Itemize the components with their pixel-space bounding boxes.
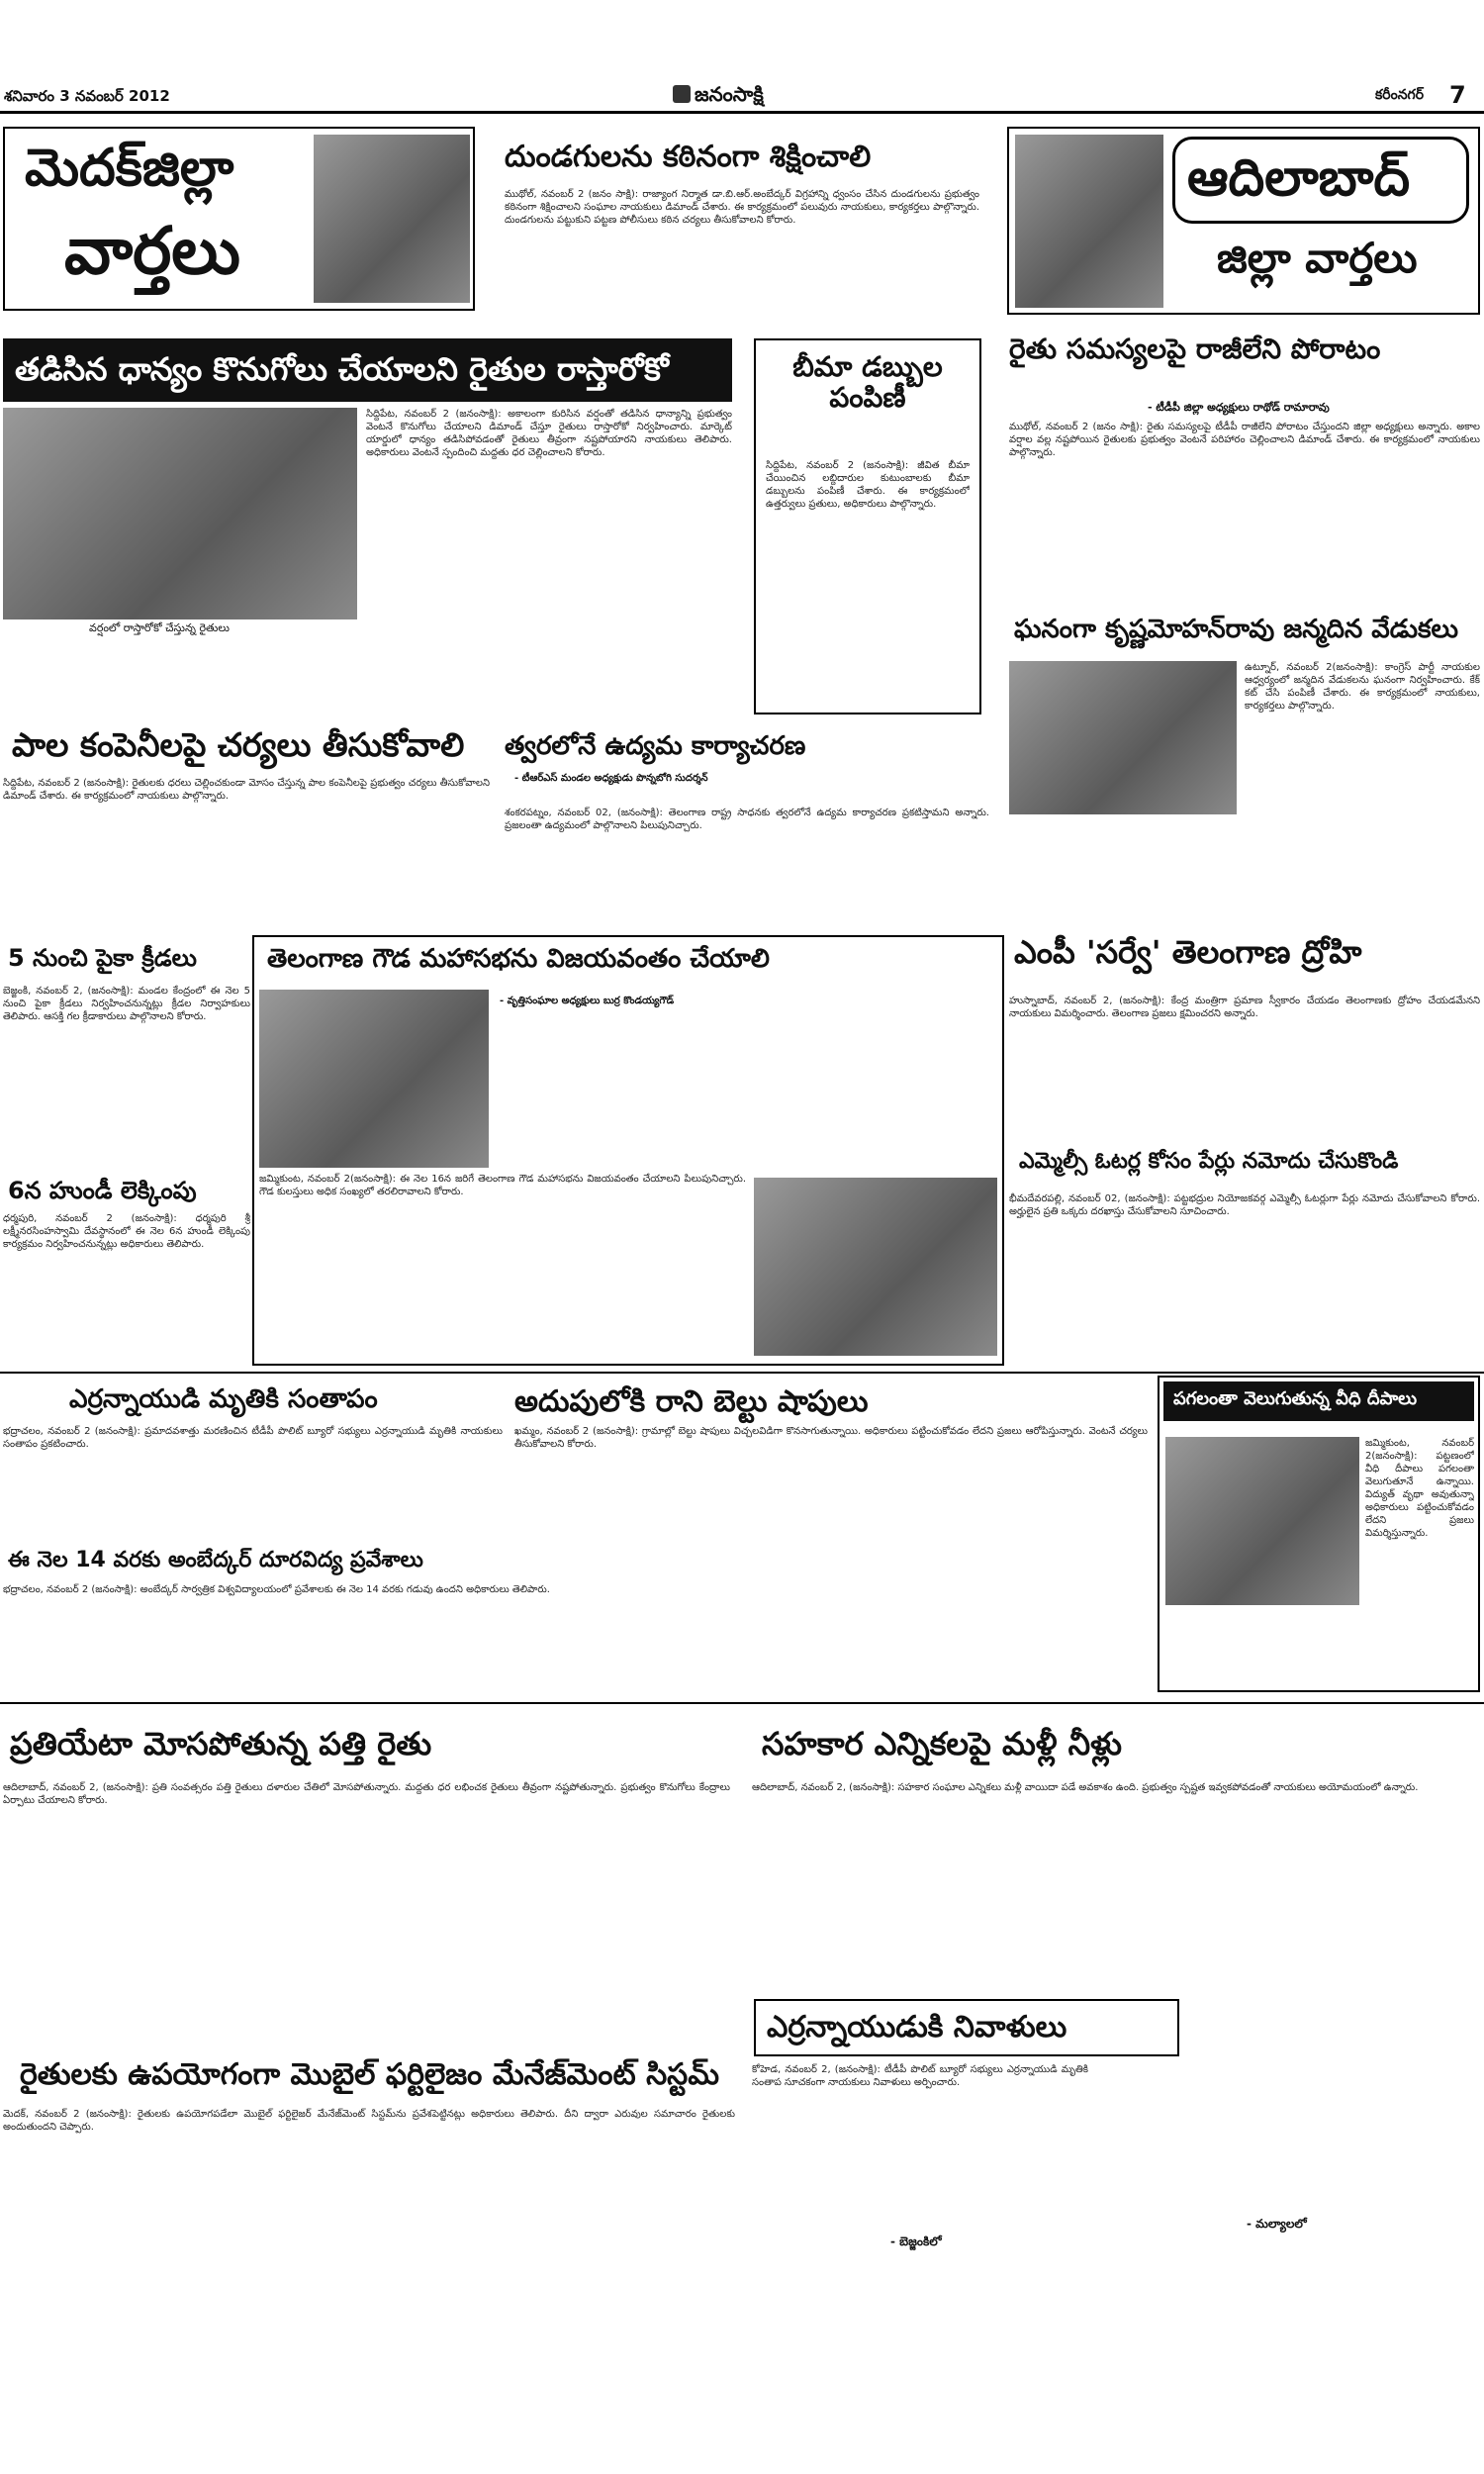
art11-byline: - వృత్తిసంఘాల అధ్యక్షులు బుర్ర కొండయ్యగౌడ్ xyxy=(500,996,675,1006)
medak-title-line2: వార్తలు xyxy=(64,213,240,289)
adilabad-title-line1: ఆదిలాబాద్ xyxy=(1187,148,1411,208)
page-number: 7 xyxy=(1449,81,1466,109)
art13-body: భద్రాచలం, నవంబర్ 2 (జనంసాక్షి): ప్రమాదవశాత్తు మరణించిన టీడీపీ పొలిట్ బ్యూరో సభ్యులు ఎర్రన్నాయుడి మృతికి నాయకులు సంతాపం ప్రకటించారు. xyxy=(3,1426,503,1450)
art19-title: ఎర్రన్నాయుడుకి నివాళులు xyxy=(767,2010,1067,2045)
medak-banner xyxy=(3,127,475,311)
art5-title: ఘనంగా కృష్ణమోహన్‌రావు జన్మదిన వేడుకలు xyxy=(1014,615,1458,644)
art11-photo1 xyxy=(259,990,489,1168)
art3-box xyxy=(754,338,981,714)
art14-title: ఈ నెల 14 వరకు అంబేద్కర్ దూరవిద్య ప్రవేశాలు xyxy=(8,1548,423,1572)
art8-title: ఎంపీ 'సర్వే' తెలంగాణ ద్రోహి xyxy=(1014,933,1362,971)
art1-body: ముథోల్, నవంబర్ 2 (జనం సాక్షి): రాజ్యాంగ నిర్మాత డా.బి.ఆర్.అంబేద్కర్ విగ్రహాన్ని ధ్వంసం చేసిన దుండగులను ప్రభుత్వం కఠినంగా శిక్షించాలని సంఘాల నాయకులు డిమాండ్ చేశారు. ఈ కార్యక్రమంలో పలువురు నాయకులు, కార్యకర్తలు పాల్గొన్నారు. దుండగులను పట్టుకుని పట్టణ పోలీసులు కఠిన చర్యలు తీసుకోవాలని కోరారు. xyxy=(505,189,979,226)
art3-body: సిద్దిపేట, నవంబర్ 2 (జనంసాక్షి): జీవిత బీమా చేయించిన లబ్దిదారుల కుటుంబాలకు బీమా డబ్బులను పంపిణీ చేశారు. ఈ కార్యక్రమంలో ఉత్తర్వులు ప్రతులు, అధికారులు పాల్గొన్నారు. xyxy=(766,460,970,510)
church-photo xyxy=(314,135,470,303)
art16-body: జమ్మికుంట, నవంబర్ 2(జనంసాక్షి): పట్టణంలో వీధి దీపాలు పగలంతా వెలుగుతూనే ఉన్నాయి. విద్యుత్ వృథా అవుతున్నా అధికారులు పట్టించుకోవడం లేదని ప్రజలు విమర్శిస్తున్నారు. xyxy=(1365,1438,1474,1539)
art15-body: ఖమ్మం, నవంబర్ 2 (జనంసాక్షి): గ్రామాల్లో బెల్టు షాపులు విచ్చలవిడిగా కొనసాగుతున్నాయి. అధికారులు పట్టించుకోవడం లేదని ప్రజలు ఆరోపిస్తున్నారు. వెంటనే చర్యలు తీసుకోవాలని కోరారు. xyxy=(514,1426,1148,1450)
art13-title: ఎర్రన్నాయుడి మృతికి సంతాపం xyxy=(69,1384,378,1414)
art4-title: రైతు సమస్యలపై రాజీలేని పోరాటం xyxy=(1009,333,1381,365)
art17-title: ప్రతియేటా మోసపోతున్న పత్తి రైతు xyxy=(10,1725,432,1762)
art12-title: ఎమ్మెల్సీ ఓటర్ల కోసం పేర్లు నమోదు చేసుకొండి xyxy=(1019,1149,1399,1174)
art2-body: సిద్దిపేట, నవంబర్ 2 (జనంసాక్షి): అకాలంగా కురిసిన వర్షంతో తడిసిన ధాన్యాన్ని ప్రభుత్వం వెంటనే కొనుగోలు చేయాలని డిమాండ్ చేస్తూ రైతులు రాస్తారోకో నిర్వహించారు. మార్కెట్ యార్డులో ధాన్యం తడిసిపోవడంతో రైతులు తీవ్రంగా నష్టపోయారని నాయకులు తెలిపారు. అధికారులు వెంటనే స్పందించి మద్దతు ధర చెల్లించాలని కోరారు. xyxy=(366,409,732,458)
art9-body: బెజ్జంకి, నవంబర్ 2, (జనంసాక్షి): మండల కేంద్రంలో ఈ నెల 5 నుంచి పైకా క్రీడలు నిర్వహించనున్నట్లు క్రీడల నిర్వాహకులు తెలిపారు. ఆసక్తి గల క్రీడాకారులు పాల్గొనాలని కోరారు. xyxy=(3,986,250,1022)
masthead: జనంసాక్షి xyxy=(695,82,764,106)
art12-body: భీమదేవరపల్లి, నవంబర్ 02, (జనంసాక్షి): పట్టభద్రుల నియోజకవర్గ ఎమ్మెల్సీ ఓటర్లుగా పేర్లు నమోదు చేసుకోవాలని కోరారు. అర్హులైన ప్రతి ఒక్కరు దరఖాస్తు చేసుకోవాలని సూచించారు. xyxy=(1009,1193,1480,1217)
art16-title: పగలంతా వెలుగుతున్న వీధి దీపాలు xyxy=(1163,1381,1474,1421)
art4-body: ముథోల్, నవంబర్ 2 (జనం సాక్షి): రైతు సమస్యలపై టీడీపీ రాజీలేని పోరాటం చేస్తుందని జిల్లా అధ్యక్షులు అన్నారు. అకాల వర్షాల వల్ల నష్టపోయిన రైతులకు ప్రభుత్వం వెంటనే పరిహారం చెల్లించాలని డిమాండ్ చేశారు. ఈ కార్యక్రమంలో నాయకులు పాల్గొన్నారు. xyxy=(1009,422,1480,458)
masthead-icon xyxy=(673,85,691,103)
art7-title: త్వరలోనే ఉద్యమ కార్యాచరణ xyxy=(505,731,806,761)
art1-title: దుండగులను కఠినంగా శిక్షించాలి xyxy=(505,140,872,174)
art19-body: కోహెడ, నవంబర్ 2, (జనంసాక్షి): టీడీపీ పొలిట్ బ్యూరో సభ్యులు ఎర్రన్నాయుడి మృతికి సంతాప సూచకంగా నాయకులు నివాళులు అర్పించారు. xyxy=(752,2064,1088,2088)
art19-sub2: - మల్యాలలో xyxy=(1247,2217,1307,2231)
art7-byline: - టీఆర్ఎస్ మండల అధ్యక్షుడు పొన్నబోగి సుదర్శన్ xyxy=(514,773,708,784)
edition-city: కరీంనగర్ xyxy=(1375,87,1424,103)
art18-title: సహకార ఎన్నికలపై మళ్లీ నీళ్లు xyxy=(762,1725,1122,1762)
art4-byline: - టీడీపీ జిల్లా అధ్యక్షులు రాథోడ్ రామారావు xyxy=(1148,401,1330,414)
art2-caption: వర్షంలో రాస్తారోకో చేస్తున్న రైతులు xyxy=(89,621,230,634)
medak-title-line1: మెదక్‌జిల్లా xyxy=(25,139,234,198)
art11-title: తెలంగాణ గౌడ మహాసభను విజయవంతం చేయాలి xyxy=(267,944,770,974)
street-light-photo xyxy=(1165,1437,1359,1605)
art7-body: శంకరపట్నం, నవంబర్ 02, (జనంసాక్షి): తెలంగాణ రాష్ట్ర సాధనకు త్వరలోనే ఉద్యమ కార్యాచరణ ప్రకటిస్తామని అన్నారు. ప్రజలంతా ఉద్యమంలో పాల్గొనాలని పిలుపునిచ్చారు. xyxy=(505,808,989,831)
art18-body: ఆదిలాబాద్, నవంబర్ 2, (జనంసాక్షి): సహకార సంఘాల ఎన్నికలు మళ్లీ వాయిదా పడే అవకాశం ఉంది. ప్రభుత్వం స్పష్టత ఇవ్వకపోవడంతో నాయకులు అయోమయంలో ఉన్నారు. xyxy=(752,1782,1419,1793)
leader-portrait xyxy=(1015,135,1163,308)
art17-body: ఆదిలాబాద్, నవంబర్ 2, (జనంసాక్షి): ప్రతి సంవత్సరం పత్తి రైతులు దళారుల చేతిలో మోసపోతున్నారు. మద్దతు ధర లభించక రైతులు తీవ్రంగా నష్టపోతున్నారు. ప్రభుత్వం కొనుగోలు కేంద్రాలు ఏర్పాటు చేయాలని కోరారు. xyxy=(3,1782,730,1806)
mid-rule xyxy=(0,1372,1484,1374)
art20-body: మెదక్, నవంబర్ 2 (జనంసాక్షి): రైతులకు ఉపయోగపడేలా మొబైల్ ఫర్టిలైజర్ మేనేజ్‌మెంట్ సిస్టమ్‌ను ప్రవేశపెట్టినట్లు అధికారులు తెలిపారు. దీని ద్వారా ఎరువుల సమాచారం రైతులకు అందుతుందని చెప్పారు. xyxy=(3,2109,735,2133)
art11-photo2 xyxy=(754,1178,997,1356)
art2-title: తడిసిన ధాన్యం కొనుగోలు చేయాలని రైతుల రాస్తారోకో xyxy=(15,350,669,388)
page-header xyxy=(0,77,1484,111)
header-rule xyxy=(0,111,1484,114)
art2-title-bar xyxy=(3,338,732,402)
adilabad-title-line2: జిల్లా వార్తలు xyxy=(1217,234,1418,282)
art9-title: 5 నుంచి పైకా క్రీడలు xyxy=(8,944,197,972)
art16-box xyxy=(1158,1376,1480,1692)
art11-body: జమ్మికుంట, నవంబర్ 2(జనంసాక్షి): ఈ నెల 16న జరిగే తెలంగాణ గౌడ మహాసభను విజయవంతం చేయాలని పిలుపునిచ్చారు. గౌడ కులస్తులు అధిక సంఖ్యలో తరలిరావాలని కోరారు. xyxy=(259,1174,746,1197)
art3-title: బీమా డబ్బుల పంపిణీ xyxy=(792,350,943,414)
art14-body: భద్రాచలం, నవంబర్ 2 (జనంసాక్షి): అంబేద్కర్ సార్వత్రిక విశ్వవిద్యాలయంలో ప్రవేశాలకు ఈ నెల 14 వరకు గడువు ఉందని అధికారులు తెలిపారు. xyxy=(3,1584,550,1595)
art20-title: రైతులకు ఉపయోగంగా మొబైల్ ఫర్టిలైజం మేనేజ్‌మెంట్ సిస్టమ్ xyxy=(20,2057,719,2092)
art6-body: సిద్దిపేట, నవంబర్ 2 (జనంసాక్షి): రైతులకు ధరలు చెల్లించకుండా మోసం చేస్తున్న పాల కంపెనీలపై ప్రభుత్వం చర్యలు తీసుకోవాలని డిమాండ్ చేశారు. ఈ కార్యక్రమంలో నాయకులు పాల్గొన్నారు. xyxy=(3,778,490,802)
adilabad-banner xyxy=(1007,127,1480,315)
art19-sub1: - బెజ్జంకిలో xyxy=(890,2235,942,2248)
lower-rule xyxy=(0,1702,1484,1704)
art8-body: హుస్నాబాద్, నవంబర్ 2, (జనంసాక్షి): కేంద్ర మంత్రిగా ప్రమాణ స్వీకారం చేయడం తెలంగాణకు ద్రోహం చేయడమేనని నాయకులు విమర్శించారు. తెలంగాణ ప్రజలు క్షమించరని అన్నారు. xyxy=(1009,996,1480,1019)
art15-title: అదుపులోకి రాని బెల్టు షాపులు xyxy=(514,1384,869,1419)
art2-photo xyxy=(3,408,357,619)
art10-body: ధర్మపురి, నవంబర్ 2 (జనంసాక్షి): ధర్మపురి శ్రీ లక్ష్మీనరసింహస్వామి దేవస్థానంలో ఈ నెల 6న హుండీ లెక్కింపు కార్యక్రమం నిర్వహించనున్నట్లు అధికారులు తెలిపారు. xyxy=(3,1213,250,1250)
art6-title: పాల కంపెనీలపై చర్యలు తీసుకోవాలి xyxy=(12,725,465,764)
issue-date: శనివారం 3 నవంబర్ 2012 xyxy=(4,87,170,105)
art10-title: 6న హుండీ లెక్కింపు xyxy=(8,1177,197,1204)
art5-body: ఉట్నూర్, నవంబర్ 2(జనంసాక్షి): కాంగ్రెస్ పార్టీ నాయకుల ఆధ్వర్యంలో జన్మదిన వేడుకలను ఘనంగా నిర్వహించారు. కేక్ కట్ చేసి పంపిణీ చేశారు. ఈ కార్యక్రమంలో నాయకులు, కార్యకర్తలు పాల్గొన్నారు. xyxy=(1245,662,1480,712)
art5-photo xyxy=(1009,661,1237,814)
